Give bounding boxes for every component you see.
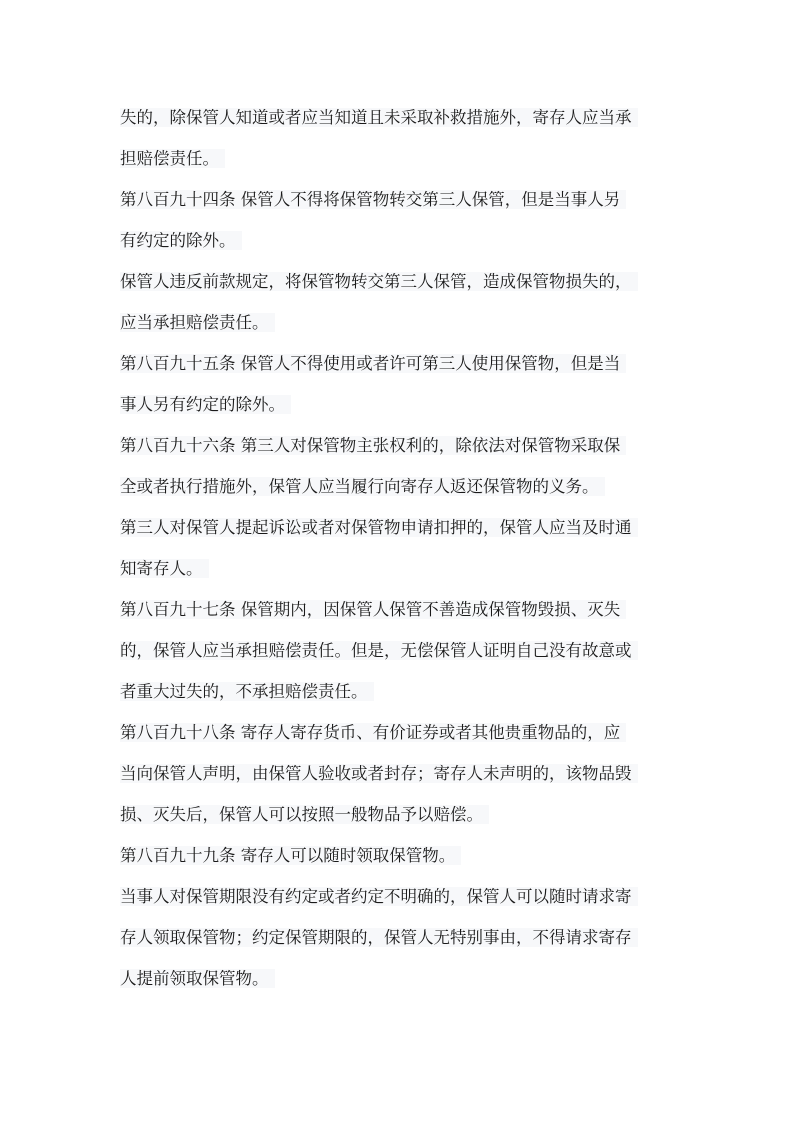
text-line-content: 事人另有约定的除外。 xyxy=(120,395,291,414)
text-line xyxy=(120,302,680,343)
text-line-content: 失的，除保管人知道或者应当知道且未采取补救措施外，寄存人应当承 xyxy=(120,108,638,127)
text-line xyxy=(120,220,680,261)
text-line xyxy=(120,548,680,589)
text-line-content: 担赔偿责任。 xyxy=(120,149,225,168)
text-line-content: 第三人对保管人提起诉讼或者对保管物申请扣押的，保管人应当及时通 xyxy=(120,518,638,537)
text-line-content: 的，保管人应当承担赔偿责任。但是，无偿保管人证明自己没有故意或 xyxy=(120,641,638,660)
text-line xyxy=(120,97,680,138)
text-line-content: 当事人对保管期限没有约定或者约定不明确的，保管人可以随时请求寄 xyxy=(120,887,638,906)
text-line xyxy=(120,589,680,630)
text-line-content: 知寄存人。 xyxy=(120,559,209,578)
text-line-content: 损、灭失后，保管人可以按照一般物品予以赔偿。 xyxy=(120,805,489,824)
text-line-content: 人提前领取保管物。 xyxy=(120,969,275,988)
text-line-content: 全或者执行措施外，保管人应当履行向寄存人返还保管物的义务。 xyxy=(120,477,605,496)
text-line xyxy=(120,958,680,999)
text-line-content: 第八百九十四条 保管人不得将保管物转交第三人保管，但是当事人另 xyxy=(120,190,626,209)
text-line xyxy=(120,671,680,712)
text-line-content: 当向保管人声明，由保管人验收或者封存；寄存人未声明的，该物品毁 xyxy=(120,764,638,783)
text-line xyxy=(120,261,680,302)
text-line xyxy=(120,876,680,917)
text-line xyxy=(120,179,680,220)
text-line xyxy=(120,384,680,425)
text-line xyxy=(120,917,680,958)
text-line-content: 第八百九十七条 保管期内，因保管人保管不善造成保管物毁损、灭失 xyxy=(120,600,626,619)
text-line xyxy=(120,343,680,384)
text-line-content: 有约定的除外。 xyxy=(120,231,242,250)
text-line-content: 应当承担赔偿责任。 xyxy=(120,313,275,332)
text-line xyxy=(120,138,680,179)
text-line xyxy=(120,630,680,671)
text-line xyxy=(120,507,680,548)
text-line-content: 第八百九十五条 保管人不得使用或者许可第三人使用保管物，但是当 xyxy=(120,354,626,373)
text-line xyxy=(120,835,680,876)
text-line-content: 第八百九十九条 寄存人可以随时领取保管物。 xyxy=(120,846,461,865)
text-line-content: 保管人违反前款规定，将保管物转交第三人保管，造成保管物损失的， xyxy=(120,272,638,291)
text-line xyxy=(120,466,680,507)
text-line-content: 存人领取保管物；约定保管期限的，保管人无特别事由，不得请求寄存 xyxy=(120,928,638,947)
text-line xyxy=(120,794,680,835)
text-line-content: 者重大过失的，不承担赔偿责任。 xyxy=(120,682,374,701)
document-body xyxy=(120,97,680,999)
text-line-content: 第八百九十八条 寄存人寄存货币、有价证券或者其他贵重物品的，应 xyxy=(120,723,626,742)
text-line xyxy=(120,712,680,753)
text-line xyxy=(120,753,680,794)
text-line xyxy=(120,425,680,466)
text-line-content: 第八百九十六条 第三人对保管物主张权利的，除依法对保管物采取保 xyxy=(120,436,626,455)
